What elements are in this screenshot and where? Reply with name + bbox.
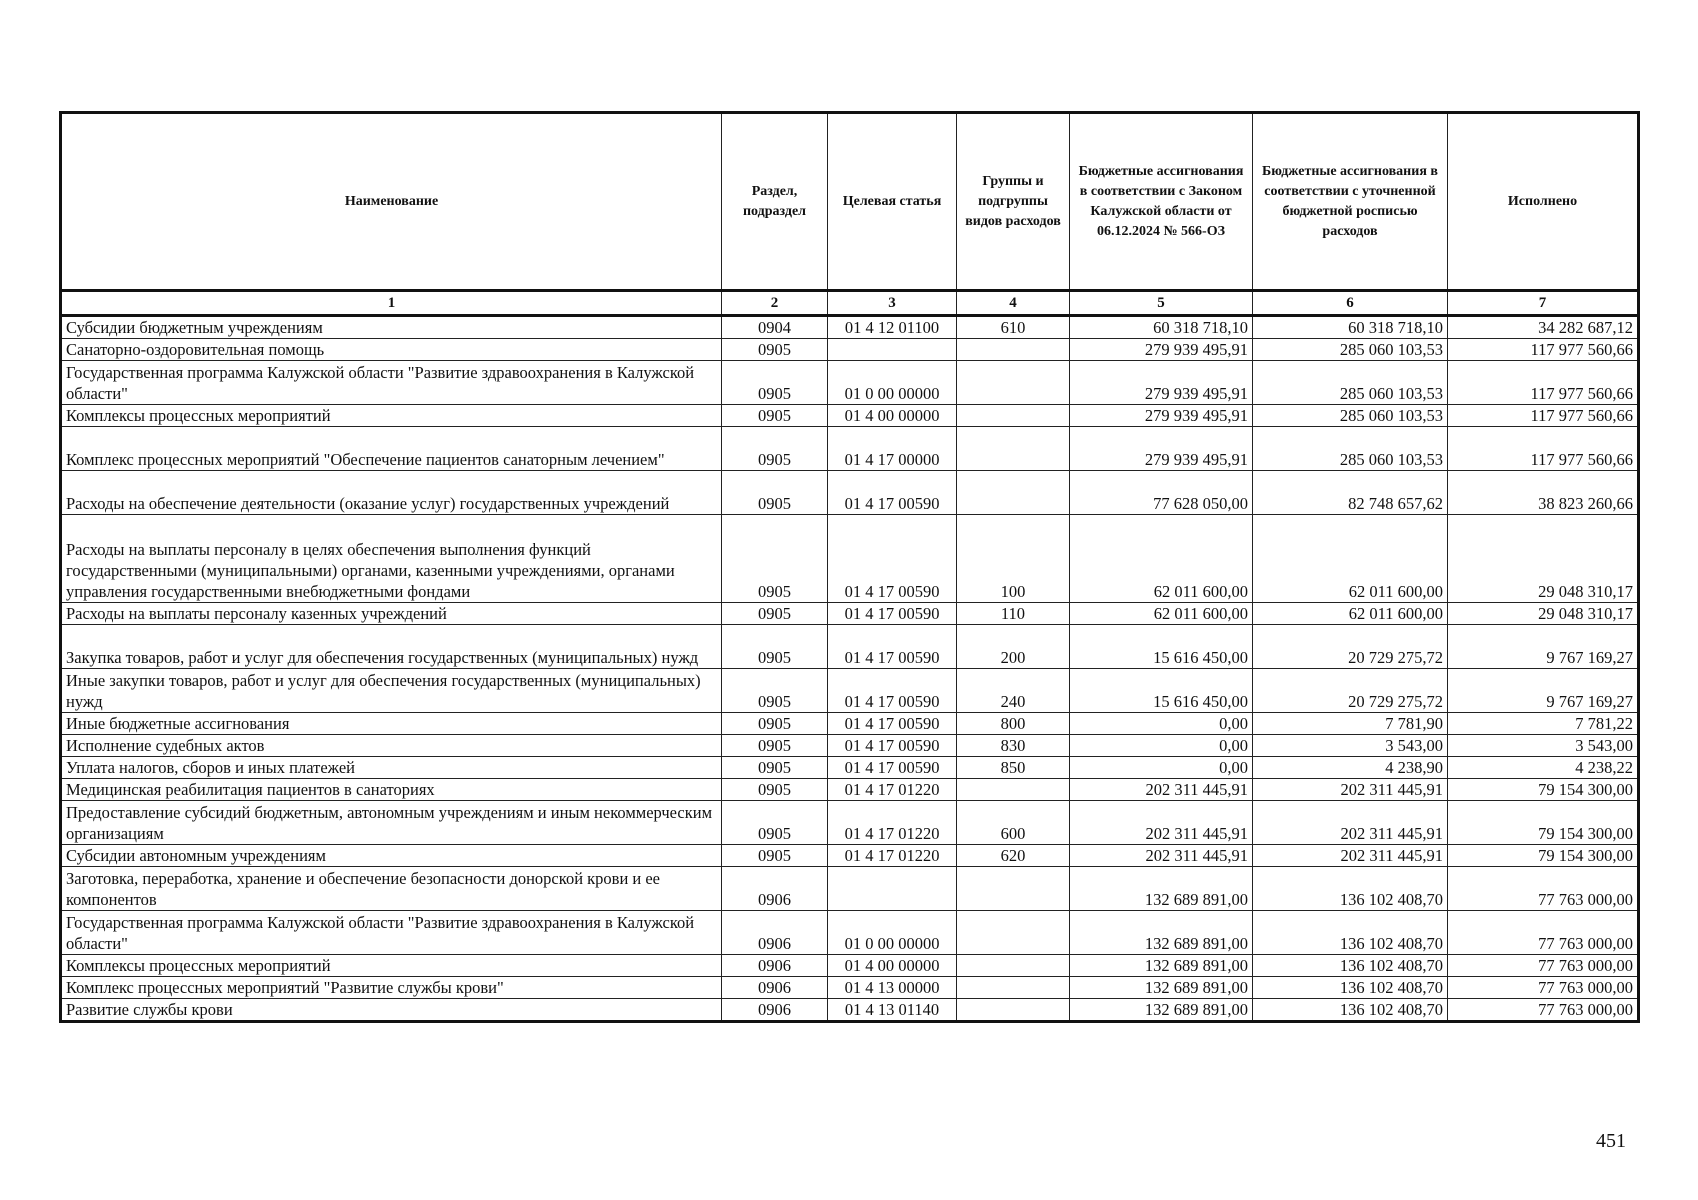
cell-section: 0905 [722, 801, 828, 845]
cell-target: 01 4 17 00590 [828, 669, 957, 713]
header-refined: Бюджетные ассигнования в соответствии с уточненной бюджетной росписью расходов [1253, 113, 1448, 291]
cell-section: 0905 [722, 603, 828, 625]
cell-refined-amount: 4 238,90 [1253, 757, 1448, 779]
cell-name: Предоставление субсидий бюджетным, автономным учреждениям и иным некоммерческим организациям [61, 801, 722, 845]
cell-law-amount: 202 311 445,91 [1070, 779, 1253, 801]
header-section: Раздел, подраздел [722, 113, 828, 291]
cell-executed-amount: 117 977 560,66 [1448, 361, 1639, 405]
header-groups: Группы и подгруппы видов расходов [957, 113, 1070, 291]
cell-section: 0905 [722, 845, 828, 867]
cell-executed-amount: 29 048 310,17 [1448, 603, 1639, 625]
table-row [61, 801, 1639, 845]
cell-executed-amount: 77 763 000,00 [1448, 867, 1639, 911]
cell-group: 800 [957, 713, 1070, 735]
column-number: 3 [828, 291, 957, 316]
cell-executed-amount: 117 977 560,66 [1448, 339, 1639, 361]
column-number: 4 [957, 291, 1070, 316]
cell-group [957, 955, 1070, 977]
cell-target: 01 4 17 01220 [828, 845, 957, 867]
cell-refined-amount: 202 311 445,91 [1253, 801, 1448, 845]
header-executed: Исполнено [1448, 113, 1639, 291]
header-target: Целевая статья [828, 113, 957, 291]
cell-executed-amount: 29 048 310,17 [1448, 515, 1639, 603]
column-number: 1 [61, 291, 722, 316]
cell-refined-amount: 20 729 275,72 [1253, 669, 1448, 713]
cell-target: 01 0 00 00000 [828, 911, 957, 955]
table-row [61, 999, 1639, 1022]
cell-section: 0906 [722, 977, 828, 999]
table-row [61, 603, 1639, 625]
cell-target: 01 4 17 01220 [828, 779, 957, 801]
cell-group: 830 [957, 735, 1070, 757]
cell-executed-amount: 117 977 560,66 [1448, 405, 1639, 427]
cell-target: 01 4 17 00590 [828, 735, 957, 757]
cell-refined-amount: 136 102 408,70 [1253, 977, 1448, 999]
cell-law-amount: 62 011 600,00 [1070, 603, 1253, 625]
cell-law-amount: 0,00 [1070, 735, 1253, 757]
cell-section: 0905 [722, 625, 828, 669]
cell-target: 01 4 13 00000 [828, 977, 957, 999]
cell-name: Расходы на выплаты персоналу казенных учреждений [61, 603, 722, 625]
cell-group [957, 427, 1070, 471]
cell-section: 0905 [722, 471, 828, 515]
table-row [61, 471, 1639, 515]
cell-law-amount: 279 939 495,91 [1070, 339, 1253, 361]
cell-group [957, 867, 1070, 911]
cell-refined-amount: 62 011 600,00 [1253, 515, 1448, 603]
cell-section: 0905 [722, 361, 828, 405]
table-row [61, 867, 1639, 911]
cell-refined-amount: 82 748 657,62 [1253, 471, 1448, 515]
cell-target: 01 4 17 00590 [828, 603, 957, 625]
cell-section: 0905 [722, 735, 828, 757]
cell-executed-amount: 77 763 000,00 [1448, 999, 1639, 1022]
cell-group [957, 361, 1070, 405]
cell-section: 0905 [722, 713, 828, 735]
cell-name: Комплекс процессных мероприятий "Развитие службы крови" [61, 977, 722, 999]
cell-executed-amount: 77 763 000,00 [1448, 911, 1639, 955]
cell-executed-amount: 79 154 300,00 [1448, 779, 1639, 801]
header-name: Наименование [61, 113, 722, 291]
cell-section: 0905 [722, 405, 828, 427]
page-number: 451 [1596, 1130, 1626, 1152]
cell-executed-amount: 34 282 687,12 [1448, 316, 1639, 339]
cell-group: 600 [957, 801, 1070, 845]
cell-name: Субсидии бюджетным учреждениям [61, 316, 722, 339]
cell-section: 0905 [722, 427, 828, 471]
cell-executed-amount: 77 763 000,00 [1448, 977, 1639, 999]
table-row [61, 669, 1639, 713]
cell-law-amount: 132 689 891,00 [1070, 999, 1253, 1022]
table-row [61, 625, 1639, 669]
cell-target: 01 4 17 00590 [828, 471, 957, 515]
cell-target [828, 339, 957, 361]
cell-executed-amount: 9 767 169,27 [1448, 625, 1639, 669]
cell-executed-amount: 79 154 300,00 [1448, 845, 1639, 867]
cell-name: Комплексы процессных мероприятий [61, 955, 722, 977]
cell-name: Медицинская реабилитация пациентов в санаториях [61, 779, 722, 801]
table-row [61, 316, 1639, 339]
cell-target: 01 4 17 00000 [828, 427, 957, 471]
cell-law-amount: 279 939 495,91 [1070, 405, 1253, 427]
cell-law-amount: 132 689 891,00 [1070, 955, 1253, 977]
cell-refined-amount: 285 060 103,53 [1253, 405, 1448, 427]
cell-name: Иные бюджетные ассигнования [61, 713, 722, 735]
cell-group [957, 339, 1070, 361]
cell-group: 110 [957, 603, 1070, 625]
cell-target: 01 4 17 00590 [828, 757, 957, 779]
cell-name: Государственная программа Калужской области "Развитие здравоохранения в Калужской области" [61, 911, 722, 955]
cell-law-amount: 132 689 891,00 [1070, 867, 1253, 911]
cell-executed-amount: 7 781,22 [1448, 713, 1639, 735]
cell-law-amount: 132 689 891,00 [1070, 977, 1253, 999]
cell-group: 850 [957, 757, 1070, 779]
cell-group: 100 [957, 515, 1070, 603]
cell-executed-amount: 4 238,22 [1448, 757, 1639, 779]
cell-law-amount: 77 628 050,00 [1070, 471, 1253, 515]
cell-group: 200 [957, 625, 1070, 669]
header-law: Бюджетные ассигнования в соответствии с Законом Калужской области от 06.12.2024 № 566-ОЗ [1070, 113, 1253, 291]
table-row [61, 361, 1639, 405]
cell-target: 01 0 00 00000 [828, 361, 957, 405]
cell-name: Расходы на выплаты персоналу в целях обеспечения выполнения функций государственными (муниципальными) органами, казенными учреждениями, органами управления государственными внебюджетными фондами [61, 515, 722, 603]
cell-target: 01 4 17 00590 [828, 515, 957, 603]
column-number: 5 [1070, 291, 1253, 316]
cell-section: 0904 [722, 316, 828, 339]
cell-section: 0906 [722, 999, 828, 1022]
cell-name: Закупка товаров, работ и услуг для обеспечения государственных (муниципальных) нужд [61, 625, 722, 669]
cell-group [957, 471, 1070, 515]
cell-law-amount: 132 689 891,00 [1070, 911, 1253, 955]
cell-executed-amount: 117 977 560,66 [1448, 427, 1639, 471]
table-row [61, 405, 1639, 427]
cell-refined-amount: 202 311 445,91 [1253, 845, 1448, 867]
table-row [61, 845, 1639, 867]
table-row [61, 735, 1639, 757]
cell-target [828, 867, 957, 911]
cell-section: 0905 [722, 515, 828, 603]
cell-group [957, 999, 1070, 1022]
cell-law-amount: 0,00 [1070, 757, 1253, 779]
cell-section: 0906 [722, 955, 828, 977]
cell-target: 01 4 00 00000 [828, 955, 957, 977]
cell-executed-amount: 9 767 169,27 [1448, 669, 1639, 713]
cell-executed-amount: 38 823 260,66 [1448, 471, 1639, 515]
cell-refined-amount: 62 011 600,00 [1253, 603, 1448, 625]
cell-section: 0905 [722, 669, 828, 713]
cell-refined-amount: 20 729 275,72 [1253, 625, 1448, 669]
cell-name: Заготовка, переработка, хранение и обеспечение безопасности донорской крови и ее компонентов [61, 867, 722, 911]
cell-executed-amount: 79 154 300,00 [1448, 801, 1639, 845]
table-row [61, 757, 1639, 779]
cell-refined-amount: 136 102 408,70 [1253, 911, 1448, 955]
cell-name: Исполнение судебных актов [61, 735, 722, 757]
table-row [61, 977, 1639, 999]
cell-law-amount: 60 318 718,10 [1070, 316, 1253, 339]
header-row [61, 113, 1639, 291]
cell-name: Комплекс процессных мероприятий "Обеспечение пациентов санаторным лечением" [61, 427, 722, 471]
cell-name: Комплексы процессных мероприятий [61, 405, 722, 427]
column-number-row [61, 291, 1639, 316]
cell-executed-amount: 77 763 000,00 [1448, 955, 1639, 977]
budget-table [59, 111, 1640, 1023]
cell-law-amount: 0,00 [1070, 713, 1253, 735]
table-row [61, 779, 1639, 801]
cell-group [957, 405, 1070, 427]
cell-section: 0905 [722, 779, 828, 801]
cell-target: 01 4 17 01220 [828, 801, 957, 845]
cell-target: 01 4 00 00000 [828, 405, 957, 427]
cell-section: 0905 [722, 757, 828, 779]
cell-refined-amount: 3 543,00 [1253, 735, 1448, 757]
cell-refined-amount: 7 781,90 [1253, 713, 1448, 735]
table-row [61, 955, 1639, 977]
cell-section: 0906 [722, 867, 828, 911]
column-number: 6 [1253, 291, 1448, 316]
cell-target: 01 4 17 00590 [828, 713, 957, 735]
cell-name: Субсидии автономным учреждениям [61, 845, 722, 867]
cell-target: 01 4 12 01100 [828, 316, 957, 339]
cell-law-amount: 202 311 445,91 [1070, 845, 1253, 867]
cell-law-amount: 279 939 495,91 [1070, 361, 1253, 405]
cell-name: Иные закупки товаров, работ и услуг для обеспечения государственных (муниципальных) нужд [61, 669, 722, 713]
cell-name: Расходы на обеспечение деятельности (оказание услуг) государственных учреждений [61, 471, 722, 515]
table-row [61, 515, 1639, 603]
cell-law-amount: 15 616 450,00 [1070, 625, 1253, 669]
table-row [61, 339, 1639, 361]
cell-refined-amount: 136 102 408,70 [1253, 999, 1448, 1022]
cell-group [957, 911, 1070, 955]
table-row [61, 427, 1639, 471]
cell-executed-amount: 3 543,00 [1448, 735, 1639, 757]
cell-name: Развитие службы крови [61, 999, 722, 1022]
cell-law-amount: 15 616 450,00 [1070, 669, 1253, 713]
cell-refined-amount: 285 060 103,53 [1253, 427, 1448, 471]
cell-law-amount: 62 011 600,00 [1070, 515, 1253, 603]
table-row [61, 911, 1639, 955]
cell-law-amount: 202 311 445,91 [1070, 801, 1253, 845]
cell-refined-amount: 136 102 408,70 [1253, 955, 1448, 977]
cell-target: 01 4 17 00590 [828, 625, 957, 669]
cell-name: Санаторно-оздоровительная помощь [61, 339, 722, 361]
column-number: 7 [1448, 291, 1639, 316]
cell-name: Государственная программа Калужской области "Развитие здравоохранения в Калужской области" [61, 361, 722, 405]
cell-law-amount: 279 939 495,91 [1070, 427, 1253, 471]
cell-refined-amount: 202 311 445,91 [1253, 779, 1448, 801]
cell-name: Уплата налогов, сборов и иных платежей [61, 757, 722, 779]
cell-refined-amount: 285 060 103,53 [1253, 361, 1448, 405]
cell-refined-amount: 60 318 718,10 [1253, 316, 1448, 339]
cell-refined-amount: 285 060 103,53 [1253, 339, 1448, 361]
cell-refined-amount: 136 102 408,70 [1253, 867, 1448, 911]
table-body [61, 316, 1639, 1022]
table-row [61, 713, 1639, 735]
cell-section: 0906 [722, 911, 828, 955]
cell-group: 610 [957, 316, 1070, 339]
cell-group [957, 779, 1070, 801]
cell-group: 240 [957, 669, 1070, 713]
cell-section: 0905 [722, 339, 828, 361]
cell-group [957, 977, 1070, 999]
column-number: 2 [722, 291, 828, 316]
cell-group: 620 [957, 845, 1070, 867]
cell-target: 01 4 13 01140 [828, 999, 957, 1022]
